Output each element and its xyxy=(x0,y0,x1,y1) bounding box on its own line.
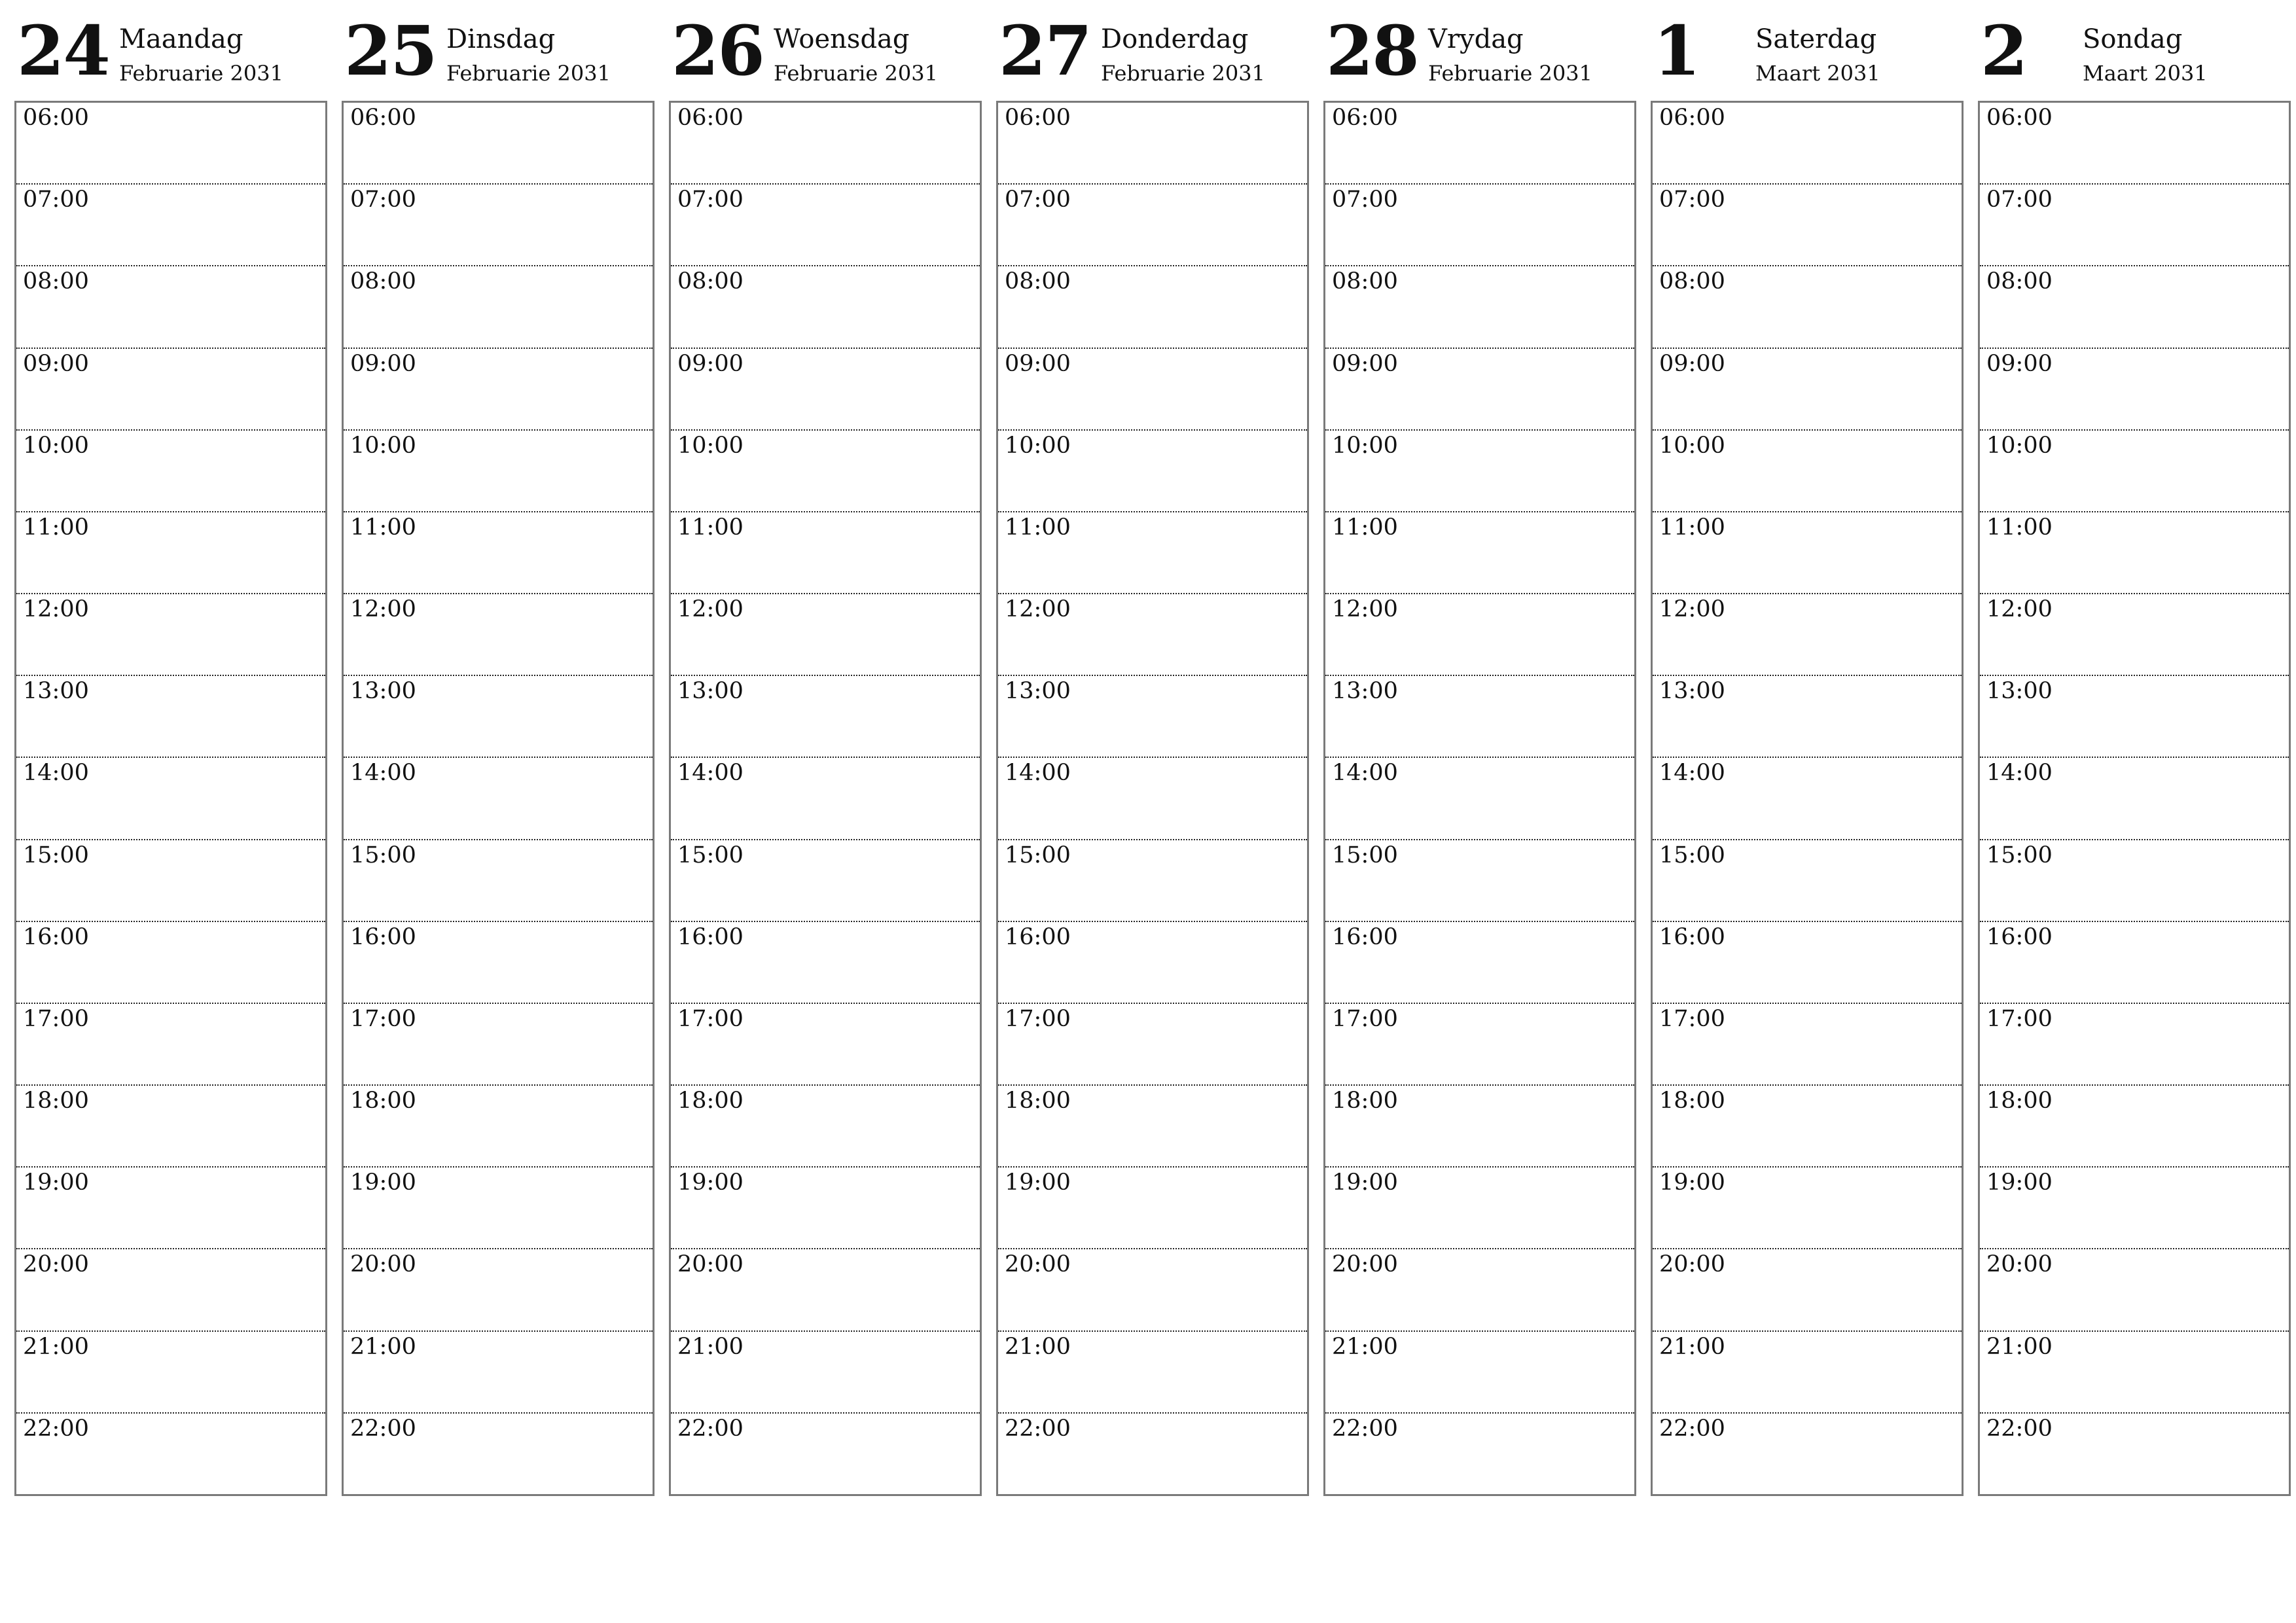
hour-label: 07:00 xyxy=(1332,187,1398,213)
hour-slot[interactable] xyxy=(1653,1004,1962,1086)
hour-slot[interactable] xyxy=(1980,1004,2289,1086)
hour-slot[interactable] xyxy=(998,103,1307,185)
hour-label: 20:00 xyxy=(1986,1251,2053,1278)
hour-label: 15:00 xyxy=(350,842,416,868)
hour-slot[interactable] xyxy=(16,676,325,758)
hour-slot[interactable] xyxy=(16,1086,325,1168)
hour-slot[interactable] xyxy=(16,840,325,922)
hour-label: 18:00 xyxy=(350,1088,416,1115)
hour-label: 14:00 xyxy=(1005,760,1071,787)
hour-label: 14:00 xyxy=(1659,760,1725,787)
hour-label: 09:00 xyxy=(677,350,744,377)
hour-slot[interactable] xyxy=(344,758,653,840)
day-column xyxy=(14,0,327,1505)
hour-slot[interactable] xyxy=(1325,431,1634,512)
hour-slot[interactable] xyxy=(1980,266,2289,348)
hour-slot[interactable] xyxy=(16,1414,325,1494)
hour-slot[interactable] xyxy=(16,1168,325,1249)
hour-slot[interactable] xyxy=(344,1086,653,1168)
hour-slot[interactable] xyxy=(671,1004,980,1086)
day-schedule-box xyxy=(14,101,327,1496)
hour-label: 09:00 xyxy=(23,350,89,377)
hour-label: 10:00 xyxy=(1005,432,1071,459)
hour-label: 19:00 xyxy=(23,1169,89,1196)
hour-slot[interactable] xyxy=(1653,103,1962,185)
hour-label: 14:00 xyxy=(350,760,416,787)
hour-slot[interactable] xyxy=(344,840,653,922)
hour-slot[interactable] xyxy=(1980,431,2289,512)
day-month: Februarie 2031 xyxy=(446,61,611,86)
hour-slot[interactable] xyxy=(1653,594,1962,676)
hour-label: 12:00 xyxy=(1659,596,1725,623)
hour-slot[interactable] xyxy=(1980,758,2289,840)
hour-slot[interactable] xyxy=(1980,185,2289,266)
hour-slot[interactable] xyxy=(1653,1332,1962,1414)
day-column xyxy=(1323,0,1636,1505)
hour-slot[interactable] xyxy=(998,840,1307,922)
hour-slot[interactable] xyxy=(1980,1414,2289,1494)
day-header xyxy=(669,0,982,101)
hour-slot[interactable] xyxy=(1980,676,2289,758)
hour-label: 11:00 xyxy=(1332,514,1398,541)
day-header xyxy=(1323,0,1636,101)
hour-label: 09:00 xyxy=(350,350,416,377)
hour-label: 20:00 xyxy=(23,1251,89,1278)
hour-slot[interactable] xyxy=(998,758,1307,840)
hour-slot[interactable] xyxy=(671,431,980,512)
hour-slot[interactable] xyxy=(998,1004,1307,1086)
hour-label: 08:00 xyxy=(1986,268,2053,295)
hour-slot[interactable] xyxy=(16,1249,325,1331)
hour-label: 21:00 xyxy=(1659,1333,1725,1360)
hour-label: 07:00 xyxy=(23,187,89,213)
hour-label: 07:00 xyxy=(350,187,416,213)
hour-slot[interactable] xyxy=(1653,676,1962,758)
hour-slot[interactable] xyxy=(671,266,980,348)
day-column xyxy=(1978,0,2291,1505)
hour-label: 22:00 xyxy=(1986,1415,2053,1442)
hour-slot[interactable] xyxy=(998,1086,1307,1168)
hour-label: 13:00 xyxy=(1332,678,1398,705)
hour-slot[interactable] xyxy=(16,1004,325,1086)
hour-label: 21:00 xyxy=(350,1333,416,1360)
hour-slot[interactable] xyxy=(671,1414,980,1494)
hour-label: 14:00 xyxy=(23,760,89,787)
hour-slot[interactable] xyxy=(344,103,653,185)
hour-label: 12:00 xyxy=(350,596,416,623)
hour-slot[interactable] xyxy=(16,103,325,185)
hour-slot[interactable] xyxy=(1325,1086,1634,1168)
hour-slot[interactable] xyxy=(16,1332,325,1414)
hour-label: 15:00 xyxy=(23,842,89,868)
hour-slot[interactable] xyxy=(671,1332,980,1414)
hour-slot[interactable] xyxy=(1325,922,1634,1004)
hour-label: 20:00 xyxy=(350,1251,416,1278)
hour-slot[interactable] xyxy=(1325,758,1634,840)
hour-label: 14:00 xyxy=(1332,760,1398,787)
hour-slot[interactable] xyxy=(16,185,325,266)
day-header xyxy=(1651,0,1964,101)
hour-slot[interactable] xyxy=(344,1332,653,1414)
hour-label: 09:00 xyxy=(1005,350,1071,377)
day-month: Maart 2031 xyxy=(2083,61,2208,86)
hour-label: 12:00 xyxy=(677,596,744,623)
hour-label: 16:00 xyxy=(23,923,89,950)
hour-slot[interactable] xyxy=(998,1249,1307,1331)
hour-slot[interactable] xyxy=(998,185,1307,266)
hour-label: 20:00 xyxy=(1332,1251,1398,1278)
hour-label: 21:00 xyxy=(1332,1333,1398,1360)
hour-slot[interactable] xyxy=(1653,1086,1962,1168)
hour-label: 15:00 xyxy=(1005,842,1071,868)
hour-label: 19:00 xyxy=(1986,1169,2053,1196)
hour-label: 14:00 xyxy=(677,760,744,787)
day-number: 2 xyxy=(1981,10,2027,91)
hour-label: 06:00 xyxy=(1659,105,1725,131)
day-header xyxy=(14,0,327,101)
hour-label: 08:00 xyxy=(23,268,89,295)
day-month: Februarie 2031 xyxy=(1428,61,1592,86)
day-schedule-box xyxy=(1978,101,2291,1496)
hour-slot[interactable] xyxy=(1325,103,1634,185)
hour-label: 13:00 xyxy=(1005,678,1071,705)
hour-label: 12:00 xyxy=(1005,596,1071,623)
day-name: Saterdag xyxy=(1755,24,1877,54)
hour-slot[interactable] xyxy=(1653,922,1962,1004)
hour-slot[interactable] xyxy=(1653,185,1962,266)
hour-label: 21:00 xyxy=(1005,1333,1071,1360)
day-number: 24 xyxy=(17,10,109,91)
hour-label: 21:00 xyxy=(677,1333,744,1360)
hour-label: 13:00 xyxy=(350,678,416,705)
hour-label: 15:00 xyxy=(1986,842,2053,868)
hour-label: 18:00 xyxy=(1659,1088,1725,1115)
day-column xyxy=(996,0,1309,1505)
hour-slot[interactable] xyxy=(16,758,325,840)
hour-slot[interactable] xyxy=(1653,1168,1962,1249)
hour-label: 21:00 xyxy=(1986,1333,2053,1360)
hour-label: 20:00 xyxy=(677,1251,744,1278)
hour-slot[interactable] xyxy=(1980,1249,2289,1331)
hour-label: 11:00 xyxy=(1659,514,1725,541)
day-header xyxy=(996,0,1309,101)
hour-label: 10:00 xyxy=(677,432,744,459)
hour-slot[interactable] xyxy=(998,594,1307,676)
hour-slot[interactable] xyxy=(1980,1332,2289,1414)
hour-slot[interactable] xyxy=(1980,103,2289,185)
hour-label: 18:00 xyxy=(23,1088,89,1115)
day-schedule-box xyxy=(669,101,982,1496)
hour-slot[interactable] xyxy=(1980,922,2289,1004)
hour-label: 19:00 xyxy=(1332,1169,1398,1196)
hour-label: 20:00 xyxy=(1659,1251,1725,1278)
hour-slot[interactable] xyxy=(671,758,980,840)
hour-slot[interactable] xyxy=(1325,594,1634,676)
hour-slot[interactable] xyxy=(671,1168,980,1249)
hour-label: 06:00 xyxy=(350,105,416,131)
hour-slot[interactable] xyxy=(998,1332,1307,1414)
hour-slot[interactable] xyxy=(671,922,980,1004)
hour-label: 19:00 xyxy=(677,1169,744,1196)
hour-slot[interactable] xyxy=(1325,1414,1634,1494)
hour-slot[interactable] xyxy=(998,1414,1307,1494)
hour-slot[interactable] xyxy=(1980,594,2289,676)
hour-label: 22:00 xyxy=(23,1415,89,1442)
hour-label: 08:00 xyxy=(677,268,744,295)
hour-label: 17:00 xyxy=(1659,1005,1725,1032)
hour-slot[interactable] xyxy=(344,1249,653,1331)
hour-label: 08:00 xyxy=(1659,268,1725,295)
hour-slot[interactable] xyxy=(998,922,1307,1004)
hour-label: 11:00 xyxy=(1986,514,2053,541)
day-column xyxy=(1651,0,1964,1505)
hour-slot[interactable] xyxy=(1980,1168,2289,1249)
hour-label: 14:00 xyxy=(1986,760,2053,787)
hour-slot[interactable] xyxy=(1653,431,1962,512)
hour-label: 18:00 xyxy=(677,1088,744,1115)
hour-label: 15:00 xyxy=(677,842,744,868)
hour-slot[interactable] xyxy=(344,1004,653,1086)
hour-slot[interactable] xyxy=(1980,349,2289,431)
hour-label: 10:00 xyxy=(23,432,89,459)
day-month: Februarie 2031 xyxy=(774,61,938,86)
hour-label: 16:00 xyxy=(350,923,416,950)
hour-slot[interactable] xyxy=(344,431,653,512)
hour-label: 10:00 xyxy=(1332,432,1398,459)
hour-label: 11:00 xyxy=(350,514,416,541)
hour-label: 08:00 xyxy=(1005,268,1071,295)
hour-label: 08:00 xyxy=(350,268,416,295)
hour-label: 17:00 xyxy=(350,1005,416,1032)
hour-slot[interactable] xyxy=(1325,1332,1634,1414)
hour-label: 13:00 xyxy=(1659,678,1725,705)
hour-label: 07:00 xyxy=(1659,187,1725,213)
hour-label: 19:00 xyxy=(1659,1169,1725,1196)
hour-slot[interactable] xyxy=(344,266,653,348)
hour-label: 16:00 xyxy=(1332,923,1398,950)
hour-slot[interactable] xyxy=(671,349,980,431)
hour-label: 15:00 xyxy=(1332,842,1398,868)
hour-slot[interactable] xyxy=(1653,758,1962,840)
hour-label: 19:00 xyxy=(350,1169,416,1196)
hour-label: 17:00 xyxy=(1986,1005,2053,1032)
hour-slot[interactable] xyxy=(344,594,653,676)
hour-slot[interactable] xyxy=(1653,349,1962,431)
day-header xyxy=(342,0,655,101)
hour-label: 16:00 xyxy=(1005,923,1071,950)
day-month: Februarie 2031 xyxy=(1101,61,1265,86)
hour-slot[interactable] xyxy=(16,431,325,512)
hour-slot[interactable] xyxy=(1653,1414,1962,1494)
hour-label: 21:00 xyxy=(23,1333,89,1360)
hour-slot[interactable] xyxy=(671,1086,980,1168)
hour-slot[interactable] xyxy=(1653,1249,1962,1331)
hour-slot[interactable] xyxy=(344,676,653,758)
hour-label: 22:00 xyxy=(350,1415,416,1442)
day-number: 1 xyxy=(1653,10,1700,91)
hour-slot[interactable] xyxy=(671,1249,980,1331)
day-name: Vrydag xyxy=(1428,24,1524,54)
hour-label: 07:00 xyxy=(677,187,744,213)
day-name: Dinsdag xyxy=(446,24,556,54)
hour-label: 18:00 xyxy=(1332,1088,1398,1115)
hour-label: 17:00 xyxy=(1332,1005,1398,1032)
hour-label: 18:00 xyxy=(1986,1088,2053,1115)
hour-slot[interactable] xyxy=(16,349,325,431)
hour-label: 06:00 xyxy=(677,105,744,131)
day-number: 26 xyxy=(672,10,764,91)
hour-label: 15:00 xyxy=(1659,842,1725,868)
hour-slot[interactable] xyxy=(1980,512,2289,594)
hour-label: 09:00 xyxy=(1332,350,1398,377)
hour-label: 11:00 xyxy=(677,514,744,541)
day-number: 27 xyxy=(999,10,1091,91)
hour-label: 11:00 xyxy=(1005,514,1071,541)
hour-label: 09:00 xyxy=(1659,350,1725,377)
hour-label: 22:00 xyxy=(1659,1415,1725,1442)
hour-slot[interactable] xyxy=(16,594,325,676)
hour-label: 09:00 xyxy=(1986,350,2053,377)
hour-slot[interactable] xyxy=(1325,1249,1634,1331)
hour-label: 10:00 xyxy=(1659,432,1725,459)
hour-slot[interactable] xyxy=(344,512,653,594)
hour-slot[interactable] xyxy=(16,922,325,1004)
day-name: Maandag xyxy=(119,24,243,54)
hour-slot[interactable] xyxy=(671,840,980,922)
day-month: Februarie 2031 xyxy=(119,61,283,86)
hour-slot[interactable] xyxy=(344,922,653,1004)
hour-slot[interactable] xyxy=(998,676,1307,758)
hour-label: 13:00 xyxy=(677,678,744,705)
hour-label: 13:00 xyxy=(1986,678,2053,705)
hour-label: 06:00 xyxy=(1986,105,2053,131)
hour-label: 17:00 xyxy=(1005,1005,1071,1032)
hour-slot[interactable] xyxy=(1325,512,1634,594)
day-header xyxy=(1978,0,2291,101)
day-name: Woensdag xyxy=(774,24,910,54)
hour-label: 19:00 xyxy=(1005,1169,1071,1196)
hour-label: 06:00 xyxy=(1332,105,1398,131)
hour-slot[interactable] xyxy=(671,594,980,676)
hour-slot[interactable] xyxy=(1653,512,1962,594)
hour-label: 10:00 xyxy=(350,432,416,459)
hour-slot[interactable] xyxy=(344,1168,653,1249)
hour-label: 22:00 xyxy=(1332,1415,1398,1442)
hour-slot[interactable] xyxy=(1325,349,1634,431)
hour-slot[interactable] xyxy=(1325,185,1634,266)
day-column xyxy=(669,0,982,1505)
hour-label: 20:00 xyxy=(1005,1251,1071,1278)
hour-label: 13:00 xyxy=(23,678,89,705)
hour-slot[interactable] xyxy=(344,185,653,266)
hour-slot[interactable] xyxy=(998,431,1307,512)
hour-slot[interactable] xyxy=(671,185,980,266)
hour-label: 17:00 xyxy=(677,1005,744,1032)
hour-slot[interactable] xyxy=(16,512,325,594)
hour-slot[interactable] xyxy=(1980,1086,2289,1168)
hour-slot[interactable] xyxy=(16,266,325,348)
day-schedule-box xyxy=(1323,101,1636,1496)
hour-label: 16:00 xyxy=(677,923,744,950)
hour-slot[interactable] xyxy=(344,349,653,431)
hour-label: 07:00 xyxy=(1986,187,2053,213)
hour-slot[interactable] xyxy=(1325,840,1634,922)
hour-label: 16:00 xyxy=(1986,923,2053,950)
hour-label: 06:00 xyxy=(1005,105,1071,131)
day-schedule-box xyxy=(342,101,655,1496)
hour-slot[interactable] xyxy=(1325,266,1634,348)
hour-slot[interactable] xyxy=(1653,840,1962,922)
hour-label: 08:00 xyxy=(1332,268,1398,295)
day-column xyxy=(342,0,655,1505)
hour-label: 22:00 xyxy=(677,1415,744,1442)
weekly-planner xyxy=(14,0,2291,1505)
day-month: Maart 2031 xyxy=(1755,61,1880,86)
hour-label: 16:00 xyxy=(1659,923,1725,950)
day-schedule-box xyxy=(996,101,1309,1496)
hour-label: 06:00 xyxy=(23,105,89,131)
hour-label: 17:00 xyxy=(23,1005,89,1032)
day-name: Donderdag xyxy=(1101,24,1249,54)
day-schedule-box xyxy=(1651,101,1964,1496)
hour-slot[interactable] xyxy=(1325,1168,1634,1249)
hour-slot[interactable] xyxy=(998,1168,1307,1249)
hour-slot[interactable] xyxy=(998,266,1307,348)
day-number: 25 xyxy=(344,10,437,91)
hour-label: 07:00 xyxy=(1005,187,1071,213)
hour-slot[interactable] xyxy=(671,512,980,594)
hour-slot[interactable] xyxy=(671,676,980,758)
day-name: Sondag xyxy=(2083,24,2183,54)
hour-label: 11:00 xyxy=(23,514,89,541)
hour-slot[interactable] xyxy=(671,103,980,185)
hour-slot[interactable] xyxy=(1980,840,2289,922)
hour-slot[interactable] xyxy=(1653,266,1962,348)
hour-label: 12:00 xyxy=(1332,596,1398,623)
hour-slot[interactable] xyxy=(344,1414,653,1494)
hour-slot[interactable] xyxy=(1325,676,1634,758)
hour-label: 12:00 xyxy=(1986,596,2053,623)
hour-label: 22:00 xyxy=(1005,1415,1071,1442)
hour-label: 12:00 xyxy=(23,596,89,623)
hour-label: 10:00 xyxy=(1986,432,2053,459)
hour-slot[interactable] xyxy=(998,349,1307,431)
day-number: 28 xyxy=(1326,10,1418,91)
hour-slot[interactable] xyxy=(1325,1004,1634,1086)
hour-label: 18:00 xyxy=(1005,1088,1071,1115)
hour-slot[interactable] xyxy=(998,512,1307,594)
